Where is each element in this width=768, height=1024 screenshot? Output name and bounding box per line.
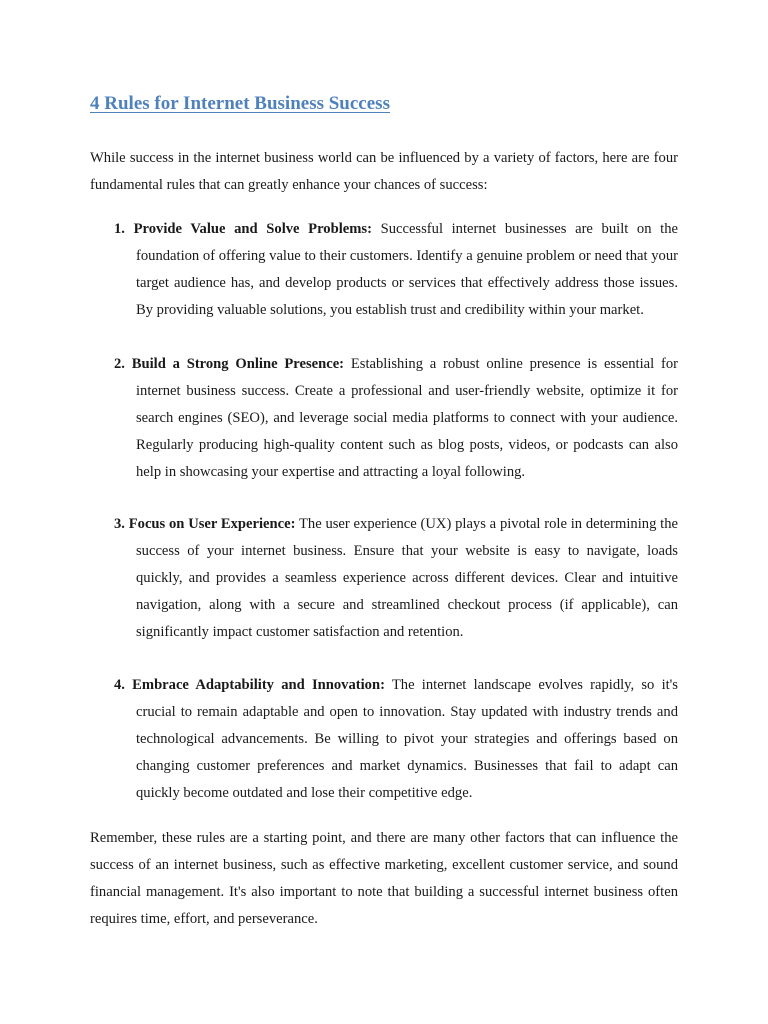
closing-paragraph: Remember, these rules are a starting point, and there are many other factors that can influence the success of an internet business, such as effective marketing, excellent customer service, and sound financial management. It's also important to note that building a successful internet business often requires time, effort, and perseverance. xyxy=(90,830,678,927)
rule-item-1 xyxy=(114,216,678,324)
rule-text: The user experience (UX) plays a pivotal role in determining the success of your internet business. Ensure that your website is easy to navigate, loads quickly, and provides a seamless experience across different devices. Clear and intuitive navigation, along with a secure and streamlined checkout process (if applicable), can significantly impact customer satisfaction and retention. xyxy=(136,516,678,640)
rule-number: 3. xyxy=(114,516,125,532)
rule-heading: Focus on User Experience: xyxy=(128,516,296,532)
rule-item-3 xyxy=(114,511,678,646)
rule-text: Successful internet businesses are built on the foundation of offering value to their customers. Identify a genuine problem or need that your target audience has, and develop products or services that effectively address those issues. By providing valuable solutions, you establish trust and credibility within your market. xyxy=(136,221,678,318)
intro-paragraph: While success in the internet business world can be influenced by a variety of factors, here are four fundamental rules that can greatly enhance your chances of success: xyxy=(90,150,678,193)
rule-item-4 xyxy=(114,672,678,807)
rule-heading: Embrace Adaptability and Innovation: xyxy=(132,677,385,693)
rule-item-2 xyxy=(114,351,678,486)
rule-heading: Provide Value and Solve Problems: xyxy=(133,221,372,237)
rule-number: 4. xyxy=(114,677,125,693)
document-title: 4 Rules for Internet Business Success xyxy=(90,93,390,114)
rule-number: 2. xyxy=(114,356,125,372)
rule-text: The internet landscape evolves rapidly, so it's crucial to remain adaptable and open to innovation. Stay updated with industry trends and technological advancements. Be willing to pivot your strategies and offerings based on changing customer preferences and market dynamics. Businesses that fail to adapt can quickly become outdated and lose their competitive edge. xyxy=(136,677,678,801)
rule-number: 1. xyxy=(114,221,125,237)
rule-text: Establishing a robust online presence is essential for internet business success. Create a professional and user-friendly website, optimize it for search engines (SEO), and leverage social media platforms to connect with your audience. Regularly producing high-quality content such as blog posts, videos, or podcasts can also help in showcasing your expertise and attracting a loyal following. xyxy=(136,356,678,480)
rule-heading: Build a Strong Online Presence: xyxy=(131,356,345,372)
